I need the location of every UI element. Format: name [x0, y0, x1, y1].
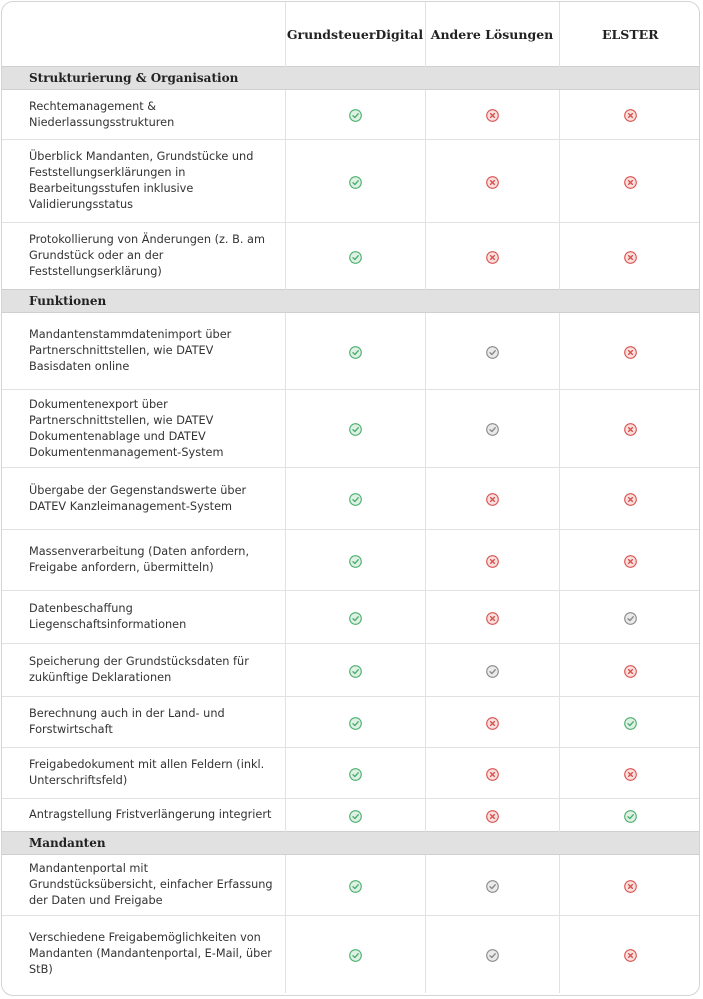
check-circle-icon — [349, 945, 362, 964]
cell-grundsteuerdigital — [285, 916, 425, 993]
section-title: Funktionen — [2, 290, 700, 313]
cell-andere-loesungen — [425, 90, 559, 140]
cell-andere-loesungen — [425, 799, 559, 832]
cell-andere-loesungen — [425, 530, 559, 591]
table-row — [2, 644, 700, 697]
cell-grundsteuerdigital — [285, 644, 425, 697]
header-elster: ELSTER — [559, 2, 700, 67]
cell-elster — [559, 390, 700, 468]
cell-andere-loesungen — [425, 313, 559, 390]
cell-andere-loesungen — [425, 390, 559, 468]
cell-grundsteuerdigital — [285, 223, 425, 290]
header-feature-column — [2, 2, 285, 67]
cell-andere-loesungen — [425, 468, 559, 530]
check-circle-icon — [349, 172, 362, 191]
cell-andere-loesungen — [425, 855, 559, 916]
cell-grundsteuerdigital — [285, 591, 425, 644]
cell-andere-loesungen — [425, 140, 559, 223]
header-row — [2, 2, 700, 67]
comparison-table-card — [1, 1, 700, 996]
check-circle-icon — [624, 806, 637, 825]
check-circle-icon — [349, 489, 362, 508]
cross-circle-icon — [624, 661, 637, 680]
cross-circle-icon — [624, 876, 637, 895]
cross-circle-icon — [624, 419, 637, 438]
section-title: Mandanten — [2, 832, 700, 855]
check-circle-icon — [349, 608, 362, 627]
cell-andere-loesungen — [425, 591, 559, 644]
cell-elster — [559, 530, 700, 591]
cross-circle-icon — [486, 172, 499, 191]
comparison-table — [2, 2, 700, 993]
check-circle-icon — [349, 105, 362, 124]
cross-circle-icon — [486, 713, 499, 732]
cell-elster — [559, 140, 700, 223]
table-row — [2, 916, 700, 993]
section-header-row — [2, 67, 700, 90]
cell-elster — [559, 313, 700, 390]
feature-label: Rechtemanagement & Niederlassungsstrukturen — [2, 90, 285, 140]
cell-andere-loesungen — [425, 916, 559, 993]
cross-circle-icon — [624, 105, 637, 124]
cell-elster — [559, 468, 700, 530]
table-row — [2, 140, 700, 223]
cross-circle-icon — [486, 551, 499, 570]
feature-label: Datenbeschaffung Liegenschaftsinformationen — [2, 591, 285, 644]
cell-elster — [559, 799, 700, 832]
feature-label: Übergabe der Gegenstandswerte über DATEV Kanzleimanagement-System — [2, 468, 285, 530]
check-circle-icon — [349, 419, 362, 438]
section-title: Strukturierung & Organisation — [2, 67, 700, 90]
check-circle-icon — [349, 806, 362, 825]
cell-elster — [559, 697, 700, 748]
cross-circle-icon — [486, 489, 499, 508]
feature-label: Mandantenstammdatenimport über Partnerschnittstellen, wie DATEV Basisdaten online — [2, 313, 285, 390]
cross-circle-icon — [624, 342, 637, 361]
table-row — [2, 591, 700, 644]
table-row — [2, 855, 700, 916]
cell-grundsteuerdigital — [285, 799, 425, 832]
table-row — [2, 390, 700, 468]
cross-circle-icon — [486, 764, 499, 783]
feature-label: Freigabedokument mit allen Feldern (inkl. Unterschriftsfeld) — [2, 748, 285, 799]
cell-grundsteuerdigital — [285, 748, 425, 799]
cell-elster — [559, 591, 700, 644]
section-header-row — [2, 290, 700, 313]
cross-circle-icon — [486, 105, 499, 124]
partial-check-circle-icon — [624, 608, 637, 627]
table-row — [2, 90, 700, 140]
feature-label: Dokumentenexport über Partnerschnittstellen, wie DATEV Dokumentenablage und DATEV Dokumentenmanagement-System — [2, 390, 285, 468]
table-row — [2, 530, 700, 591]
cross-circle-icon — [624, 172, 637, 191]
cross-circle-icon — [486, 806, 499, 825]
table-row — [2, 799, 700, 832]
cell-elster — [559, 748, 700, 799]
check-circle-icon — [624, 713, 637, 732]
cross-circle-icon — [624, 247, 637, 266]
partial-check-circle-icon — [486, 876, 499, 895]
check-circle-icon — [349, 764, 362, 783]
check-circle-icon — [349, 551, 362, 570]
feature-label: Berechnung auch in der Land- und Forstwirtschaft — [2, 697, 285, 748]
check-circle-icon — [349, 342, 362, 361]
cell-andere-loesungen — [425, 697, 559, 748]
cell-grundsteuerdigital — [285, 313, 425, 390]
cross-circle-icon — [486, 608, 499, 627]
feature-label: Mandantenportal mit Grundstücksübersicht, einfacher Erfassung der Daten und Freigabe — [2, 855, 285, 916]
feature-label: Überblick Mandanten, Grundstücke und Feststellungserklärungen in Bearbeitungsstufen inklusive Validierungsstatus — [2, 140, 285, 223]
cell-grundsteuerdigital — [285, 140, 425, 223]
cell-andere-loesungen — [425, 644, 559, 697]
cell-grundsteuerdigital — [285, 697, 425, 748]
feature-label: Massenverarbeitung (Daten anfordern, Freigabe anfordern, übermitteln) — [2, 530, 285, 591]
partial-check-circle-icon — [486, 661, 499, 680]
cell-grundsteuerdigital — [285, 855, 425, 916]
cell-grundsteuerdigital — [285, 90, 425, 140]
table-row — [2, 313, 700, 390]
cell-elster — [559, 90, 700, 140]
cell-andere-loesungen — [425, 748, 559, 799]
table-row — [2, 468, 700, 530]
cell-grundsteuerdigital — [285, 468, 425, 530]
check-circle-icon — [349, 247, 362, 266]
cell-elster — [559, 644, 700, 697]
check-circle-icon — [349, 713, 362, 732]
feature-label: Antragstellung Fristverlängerung integriert — [2, 799, 285, 832]
feature-label: Protokollierung von Änderungen (z. B. am Grundstück oder an der Feststellungserklärung) — [2, 223, 285, 290]
feature-label: Verschiedene Freigabemöglichkeiten von Mandanten (Mandantenportal, E-Mail, über StB) — [2, 916, 285, 993]
header-grundsteuerdigital: GrundsteuerDigital — [285, 2, 425, 67]
cell-elster — [559, 223, 700, 290]
check-circle-icon — [349, 661, 362, 680]
cross-circle-icon — [624, 551, 637, 570]
table-row — [2, 223, 700, 290]
cell-grundsteuerdigital — [285, 530, 425, 591]
table-body — [2, 67, 700, 993]
cell-elster — [559, 855, 700, 916]
cross-circle-icon — [624, 489, 637, 508]
cell-grundsteuerdigital — [285, 390, 425, 468]
partial-check-circle-icon — [486, 945, 499, 964]
cell-elster — [559, 916, 700, 993]
partial-check-circle-icon — [486, 342, 499, 361]
check-circle-icon — [349, 876, 362, 895]
cross-circle-icon — [624, 764, 637, 783]
table-row — [2, 697, 700, 748]
header-andere-loesungen: Andere Lösungen — [425, 2, 559, 67]
partial-check-circle-icon — [486, 419, 499, 438]
cell-andere-loesungen — [425, 223, 559, 290]
section-header-row — [2, 832, 700, 855]
table-row — [2, 748, 700, 799]
feature-label: Speicherung der Grundstücksdaten für zukünftige Deklarationen — [2, 644, 285, 697]
cross-circle-icon — [624, 945, 637, 964]
cross-circle-icon — [486, 247, 499, 266]
